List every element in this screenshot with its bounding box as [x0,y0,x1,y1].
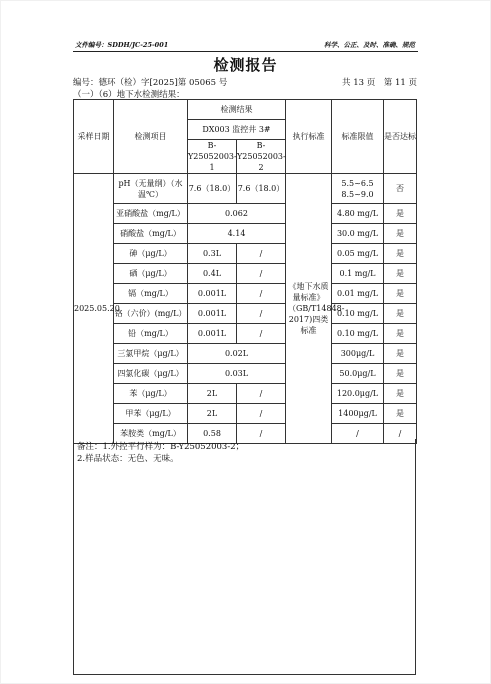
table-row [74,404,417,424]
result-cell: 0.58 [188,424,237,444]
limit-cell: 0.05 mg/L [332,244,384,264]
result-cell: / [237,284,286,304]
result-cell: 0.03L [188,364,286,384]
limit-cell: 1400μg/L [332,404,384,424]
limit-cell: 0.1 mg/L [332,264,384,284]
item-cell: 甲苯（μg/L） [114,404,188,424]
item-cell: 硝酸盐（mg/L） [114,224,188,244]
result-cell: / [237,264,286,284]
table-row [74,324,417,344]
compliant-cell: 是 [384,264,417,284]
limit-cell: 0.10 mg/L [332,304,384,324]
header-sample-date: 采样日期 [74,100,114,174]
table-row [74,304,417,324]
limit-cell: 300μg/L [332,344,384,364]
limit-cell: 120.0μg/L [332,384,384,404]
compliant-cell: 是 [384,364,417,384]
result-cell: 0.02L [188,344,286,364]
page-info: 共 13 页 第 11 页 [342,78,417,88]
result-cell: 7.6（18.0） [188,174,237,204]
compliant-cell: 是 [384,344,417,364]
result-cell: 0.3L [188,244,237,264]
limit-cell: 4.80 mg/L [332,204,384,224]
item-cell: 铬（六价）(mg/L） [114,304,188,324]
report-meta [73,76,417,88]
compliant-cell: / [384,424,417,444]
note-line: 备注：1.外控平行样为：B-Y25052003-2； [77,442,245,452]
sample-date-cell: 2025.05.20 [74,174,114,444]
limit-cell: 30.0 mg/L [332,224,384,244]
header-compliant: 是否达标 [384,100,417,174]
compliant-cell: 是 [384,204,417,224]
table-row [74,384,417,404]
compliant-cell: 是 [384,404,417,424]
header-divider [73,51,418,52]
limit-cell: 0.01 mg/L [332,284,384,304]
result-cell: / [237,404,286,424]
table-row [74,284,417,304]
header-sample-2: B-Y25052003-2 [237,141,286,172]
result-cell: / [237,424,286,444]
results-table [73,99,417,444]
result-cell: 2L [188,384,237,404]
result-cell: 7.6（18.0） [237,174,286,204]
item-cell: 四氯化碳（μg/L） [114,364,188,384]
result-cell: 0.001L [188,304,237,324]
header-standard: 执行标准 [286,100,332,174]
header-results: 检测结果 [188,100,286,120]
result-cell: / [237,324,286,344]
result-cell: / [237,304,286,324]
standard-cell: 《地下水质量标准》（GB/T14848-2017)四类标准 [286,174,332,444]
compliant-cell: 是 [384,304,417,324]
result-cell: / [237,244,286,264]
compliant-cell: 是 [384,244,417,264]
slogan: 科学、公正、及时、准确、规范 [324,41,415,49]
compliant-cell: 是 [384,284,417,304]
result-cell: 2L [188,404,237,424]
result-cell: 4.14 [188,224,286,244]
result-cell: 0.4L [188,264,237,284]
table-row [74,204,417,224]
item-cell: 苯胺类（mg/L） [114,424,188,444]
item-cell: 砷（μg/L） [114,244,188,264]
item-cell: 亚硝酸盐（mg/L） [114,204,188,224]
result-cell: 0.001L [188,284,237,304]
table-row [74,264,417,284]
item-cell: 镉（mg/L） [114,284,188,304]
compliant-cell: 是 [384,224,417,244]
result-cell: 0.001L [188,324,237,344]
header-item: 检测项目 [114,100,188,174]
note-line: 2.样品状态：无色、无味。 [77,454,179,464]
page-title: 检测报告 [213,56,278,74]
item-cell: 苯（μg/L） [114,384,188,404]
item-cell: 三氯甲烷（μg/L） [114,344,188,364]
header-sample-1: B-Y25052003-1 [188,141,237,172]
compliant-cell: 否 [384,174,417,204]
table-row [74,244,417,264]
compliant-cell: 是 [384,324,417,344]
table-row [74,174,417,204]
item-cell: 硒（μg/L） [114,264,188,284]
notes-box [73,439,416,675]
section-title: （一）（6）地下水检测结果： [73,90,185,100]
item-cell: pH（无量纲）（水温℃） [114,174,188,204]
limit-cell: 5.5~6.5 8.5~9.0 [332,174,384,204]
report-number: 编号：德环（检）字[2025]第 05065 号 [73,78,228,88]
limit-cell: 0.10 mg/L [332,324,384,344]
limit-cell: 50.0μg/L [332,364,384,384]
header-location: DX003 监控井 3# [188,120,286,140]
header-limit: 标准限值 [332,100,384,174]
result-cell: / [237,384,286,404]
doc-number: 文件编号：SDDH/JC-25-001 [75,41,169,49]
result-cell: 0.062 [188,204,286,224]
compliant-cell: 是 [384,384,417,404]
table-row [74,364,417,384]
table-row [74,344,417,364]
limit-cell: / [332,424,384,444]
table-row [74,224,417,244]
item-cell: 铅（mg/L） [114,324,188,344]
